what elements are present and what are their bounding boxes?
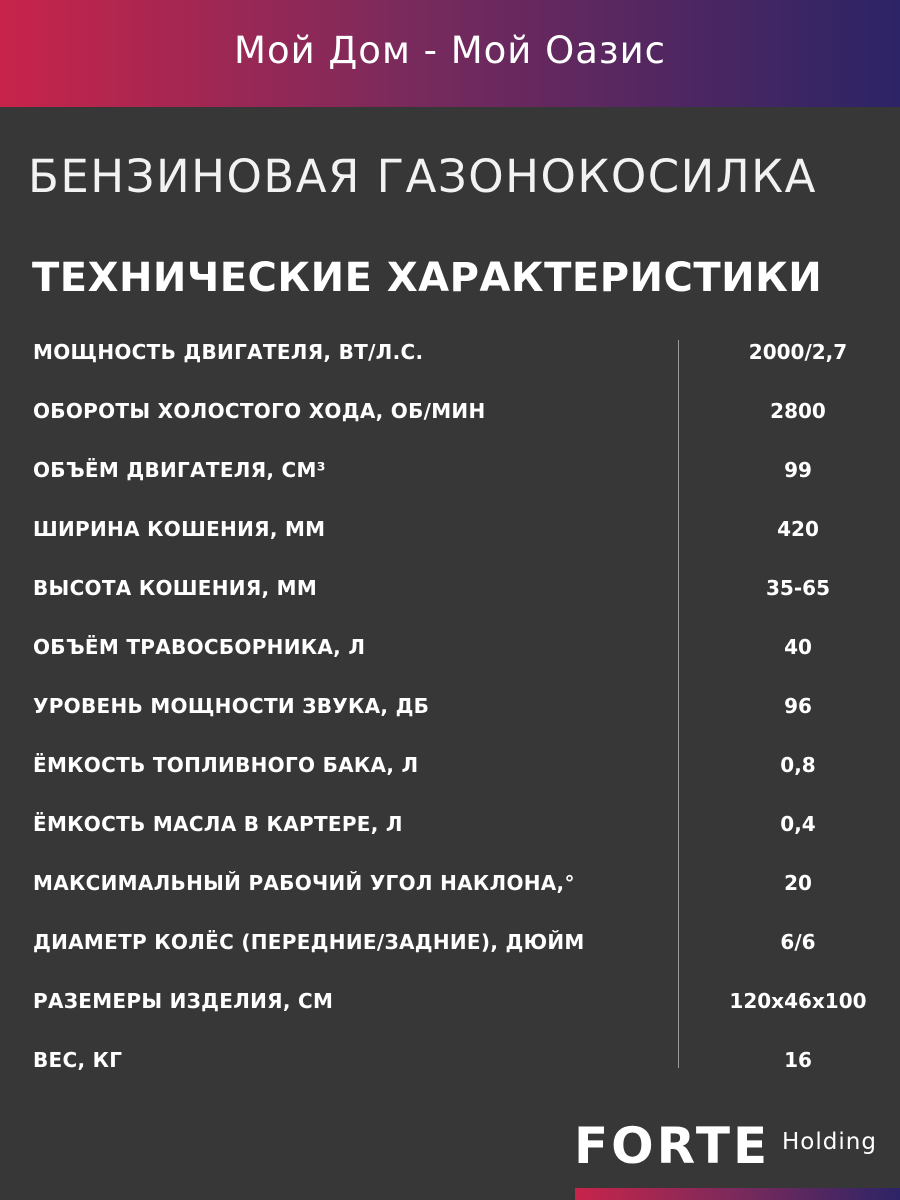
- spec-label: ШИРИНА КОШЕНИЯ, ММ: [33, 516, 326, 541]
- spec-label: ЁМКОСТЬ МАСЛА В КАРТЕРЕ, Л: [33, 811, 403, 836]
- brand-subtitle: Holding: [782, 1129, 877, 1155]
- spec-label: УРОВЕНЬ МОЩНОСТИ ЗВУКА, ДБ: [33, 693, 430, 718]
- spec-value: 120x46x100: [729, 988, 867, 1013]
- banner-slogan: Мой Дом - Мой Оазис: [234, 29, 666, 72]
- spec-value: 0,4: [780, 811, 816, 836]
- spec-row: [0, 676, 900, 735]
- spec-label: МАКСИМАЛЬНЫЙ РАБОЧИЙ УГОЛ НАКЛОНА,°: [33, 870, 575, 895]
- spec-value: 35-65: [766, 575, 830, 600]
- spec-row: [0, 971, 900, 1030]
- spec-value: 0,8: [780, 752, 816, 777]
- spec-table: [0, 322, 900, 1089]
- brand-logo: FORTE: [574, 1117, 771, 1175]
- spec-row: [0, 381, 900, 440]
- spec-value: 2800: [770, 398, 826, 423]
- spec-label: ОБЪЁМ ТРАВОСБОРНИКА, Л: [33, 634, 366, 659]
- spec-row: [0, 735, 900, 794]
- spec-value: 40: [784, 634, 812, 659]
- spec-label: ОБОРОТЫ ХОЛОСТОГО ХОДА, ОБ/МИН: [33, 398, 486, 423]
- spec-row: [0, 794, 900, 853]
- spec-value: 20: [784, 870, 812, 895]
- spec-value: 420: [777, 516, 819, 541]
- spec-label: ОБЪЁМ ДВИГАТЕЛЯ, СМ³: [33, 457, 326, 482]
- spec-row: [0, 558, 900, 617]
- spec-value: 16: [784, 1047, 812, 1072]
- spec-row: [0, 440, 900, 499]
- section-title: ТЕХНИЧЕСКИЕ ХАРАКТЕРИСТИКИ: [32, 255, 823, 301]
- header-banner: [0, 0, 900, 107]
- spec-row: [0, 912, 900, 971]
- spec-value: 6/6: [780, 929, 816, 954]
- spec-row: [0, 499, 900, 558]
- spec-row: [0, 617, 900, 676]
- brand-accent-bar: [575, 1188, 900, 1200]
- spec-label: ЁМКОСТЬ ТОПЛИВНОГО БАКА, Л: [33, 752, 419, 777]
- spec-value: 2000/2,7: [748, 339, 848, 364]
- product-title: БЕНЗИНОВАЯ ГАЗОНОКОСИЛКА: [28, 150, 817, 203]
- spec-label: ВЕС, КГ: [33, 1047, 123, 1072]
- spec-row: [0, 853, 900, 912]
- spec-label: РАЗЕМЕРЫ ИЗДЕЛИЯ, СМ: [33, 988, 334, 1013]
- spec-label: ВЫСОТА КОШЕНИЯ, ММ: [33, 575, 318, 600]
- spec-value: 96: [784, 693, 812, 718]
- spec-row: [0, 322, 900, 381]
- spec-row: [0, 1030, 900, 1089]
- spec-value: 99: [784, 457, 812, 482]
- spec-label: МОЩНОСТЬ ДВИГАТЕЛЯ, ВТ/Л.С.: [33, 339, 424, 364]
- spec-label: ДИАМЕТР КОЛЁС (ПЕРЕДНИЕ/ЗАДНИЕ), ДЮЙМ: [33, 929, 585, 954]
